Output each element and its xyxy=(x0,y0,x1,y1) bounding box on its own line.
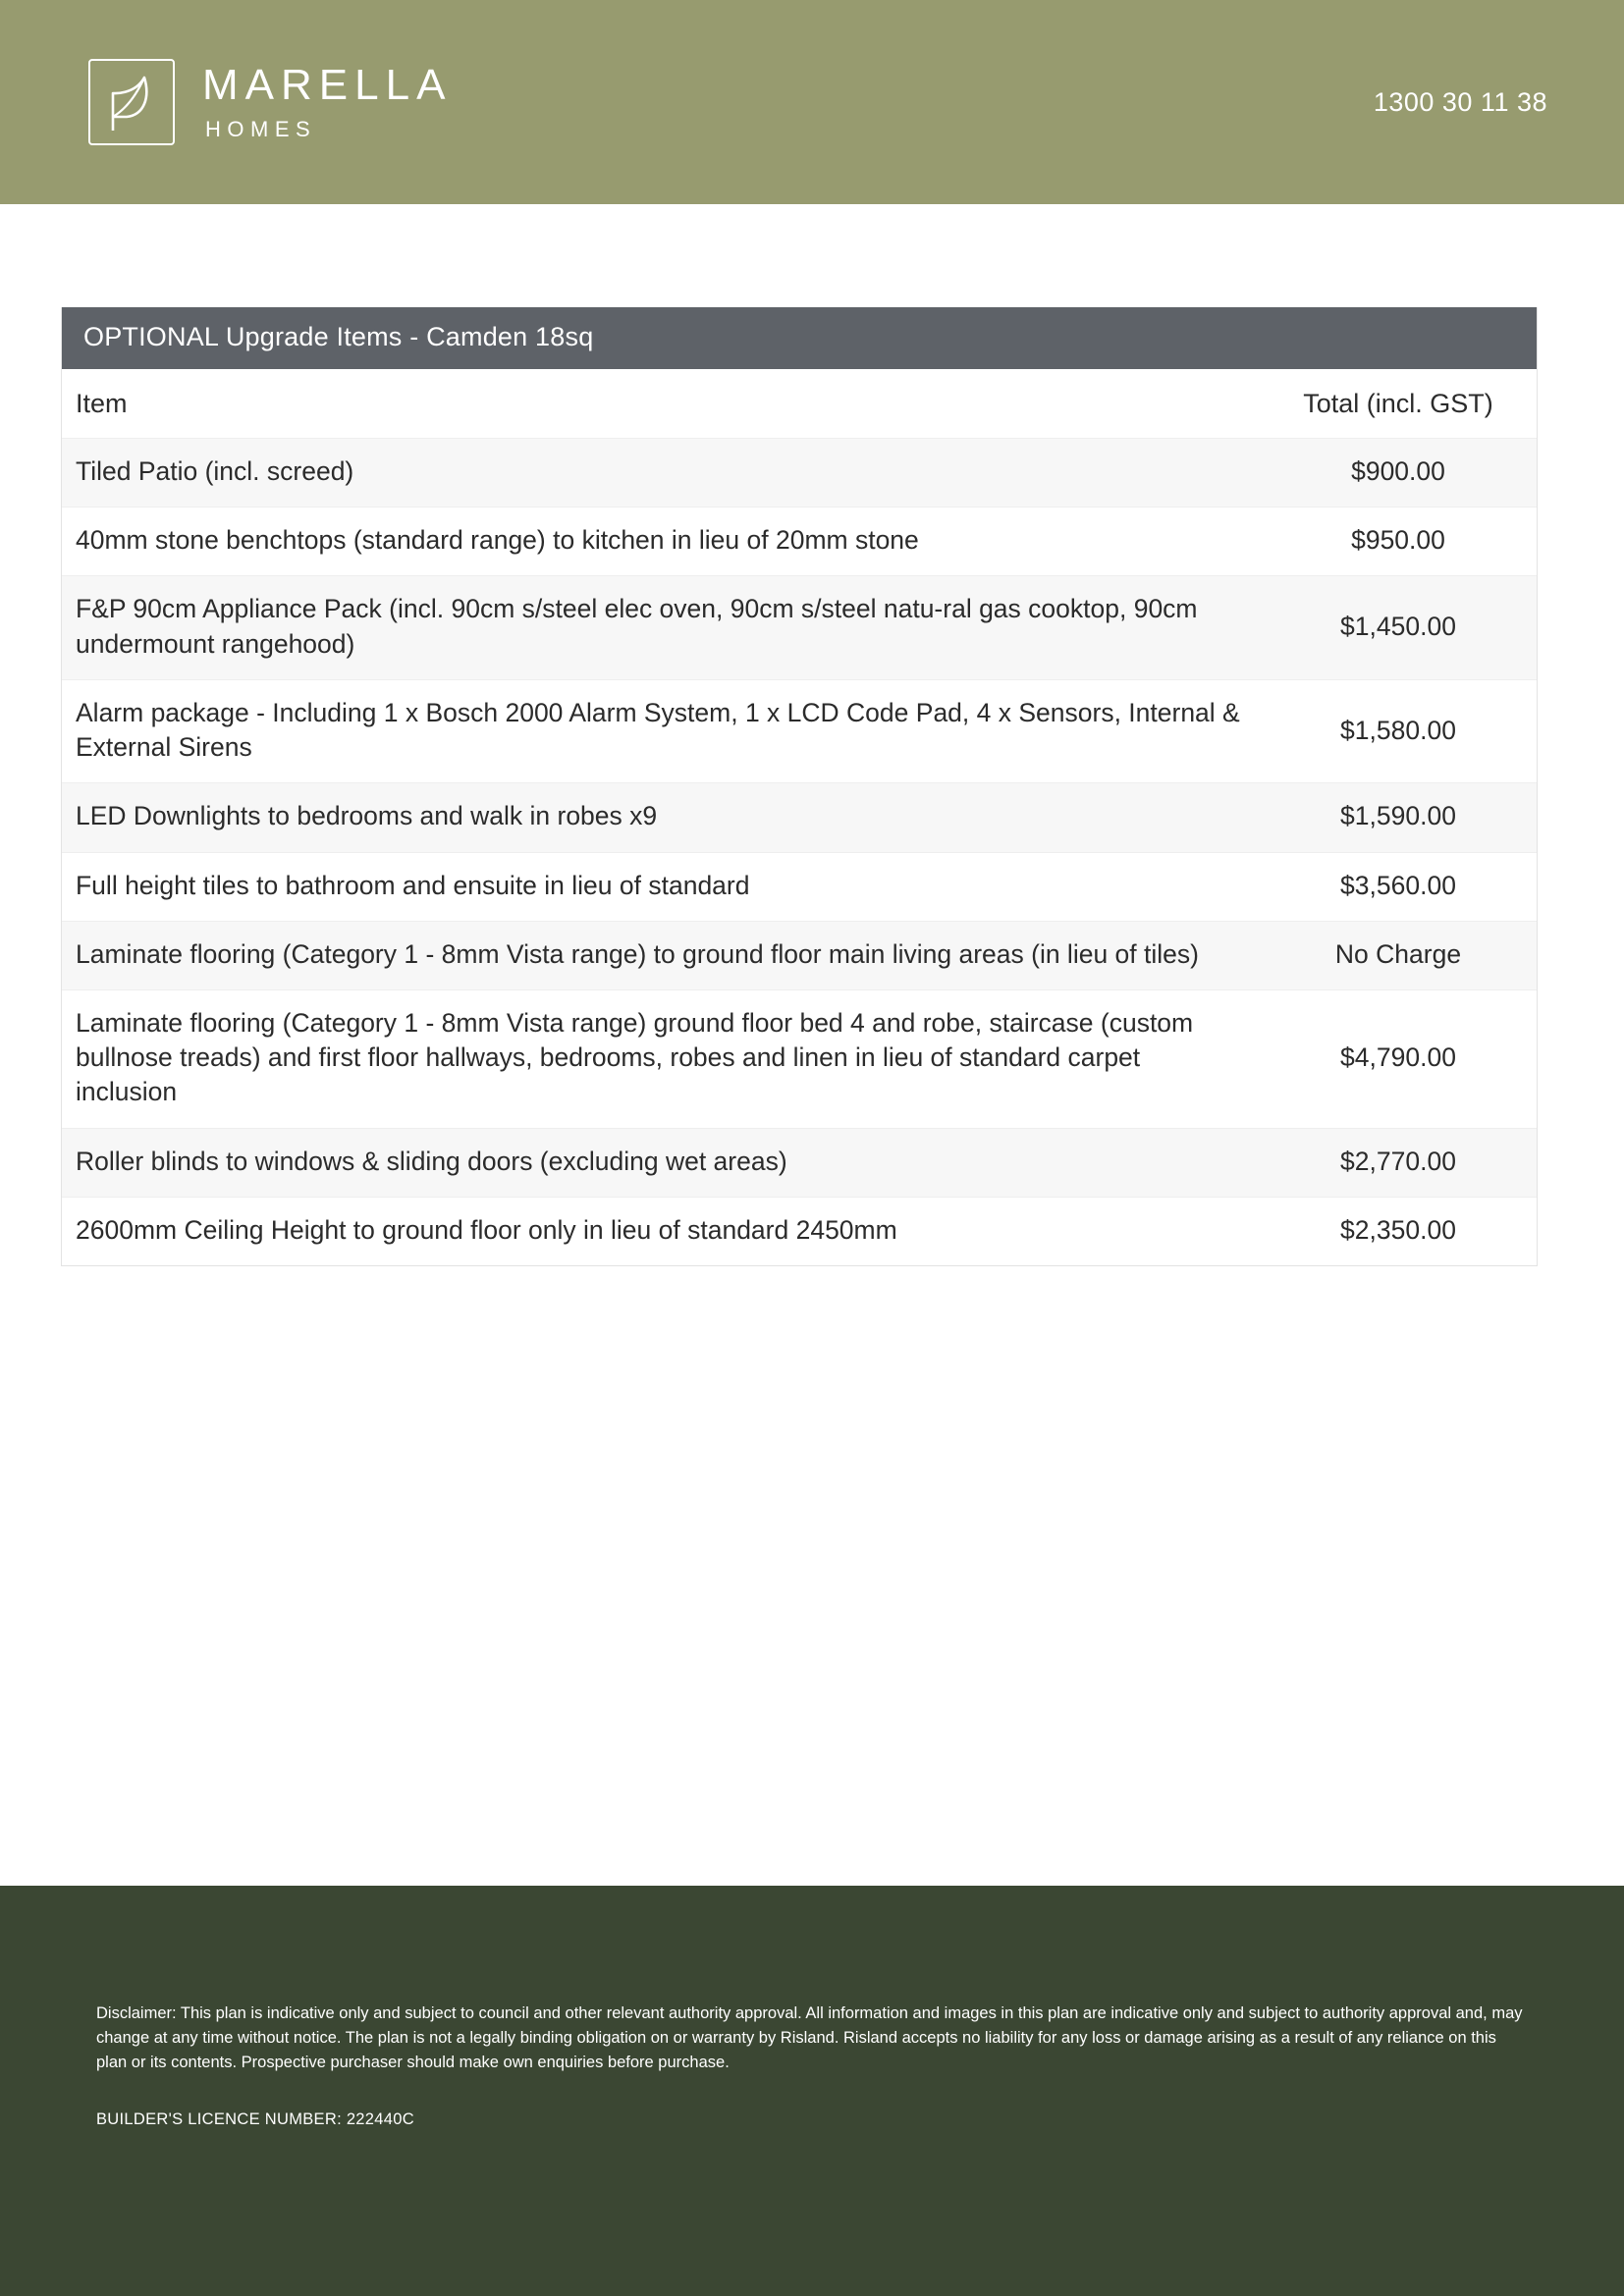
table-row xyxy=(62,783,1537,852)
row-item-label: Laminate flooring (Category 1 - 8mm Vista range) to ground floor main living areas (in lieu of tiles) xyxy=(76,938,1199,969)
row-item-label: Laminate flooring (Category 1 - 8mm Vista range) ground floor bed 4 and robe, staircase (custom bullnose treads) and first floor hallways, bedrooms, robes and linen in lieu of standard carpet inclusion xyxy=(76,1008,1194,1107)
disclaimer-text: Disclaimer: This plan is indicative only and subject to council and other relevant authority approval. All information and images in this plan are indicative only and subject to authority approval and, may change at any time without notice. The plan is not a legally binding obligation on or warranty by Risland. Risland accepts no liability for any loss or damage arising as a result of any reliance on this plan or its contents. Prospective purchaser should make own enquiries before purchase. xyxy=(96,2004,1523,2072)
table-row xyxy=(62,576,1537,679)
table-row xyxy=(62,853,1537,922)
brand-text xyxy=(202,61,453,141)
row-item-total: $2,770.00 xyxy=(1340,1146,1456,1176)
row-item-total: $900.00 xyxy=(1351,456,1445,487)
column-header-total: Total (incl. GST) xyxy=(1303,389,1493,419)
brand-subtitle: HOMES xyxy=(205,117,317,141)
upgrade-items-table xyxy=(61,307,1538,1266)
contact-phone: 1300 30 11 38 xyxy=(1373,86,1547,117)
table-title: OPTIONAL Upgrade Items - Camden 18sq xyxy=(62,307,1537,369)
builder-licence-number: BUILDER'S LICENCE NUMBER: 222440C xyxy=(96,2110,414,2129)
row-item-total: $1,590.00 xyxy=(1340,801,1456,831)
row-item-total: $950.00 xyxy=(1351,525,1445,556)
row-item-label: F&P 90cm Appliance Pack (incl. 90cm s/steel elec oven, 90cm s/steel natu-ral gas cooktop, 90cm undermount rangehood) xyxy=(76,594,1198,659)
row-item-total: $1,450.00 xyxy=(1340,612,1456,642)
table-row xyxy=(62,1129,1537,1198)
row-item-label: Alarm package - Including 1 x Bosch 2000 Alarm System, 1 x LCD Code Pad, 4 x Sensors, Internal & External Sirens xyxy=(76,697,1240,763)
table-row xyxy=(62,439,1537,507)
row-item-label: Full height tiles to bathroom and ensuite in lieu of standard xyxy=(76,870,750,900)
row-item-label: LED Downlights to bedrooms and walk in robes x9 xyxy=(76,801,658,831)
page-header xyxy=(0,0,1624,204)
row-item-label: Roller blinds to windows & sliding doors (excluding wet areas) xyxy=(76,1146,787,1176)
brand-name: MARELLA xyxy=(202,61,453,109)
row-item-total: $2,350.00 xyxy=(1340,1215,1456,1246)
document-body xyxy=(0,204,1624,1266)
table-row xyxy=(62,1198,1537,1265)
table-row xyxy=(62,507,1537,576)
brand-lockup xyxy=(88,59,452,145)
row-item-label: Tiled Patio (incl. screed) xyxy=(76,455,354,486)
leaf-icon-glyph xyxy=(105,72,158,133)
row-item-total: No Charge xyxy=(1334,938,1462,969)
column-header-item: Item xyxy=(76,389,128,418)
page-footer xyxy=(0,1886,1624,2296)
table-row xyxy=(62,922,1537,990)
row-item-total: $4,790.00 xyxy=(1340,1042,1456,1073)
table-row xyxy=(62,990,1537,1129)
leaf-icon xyxy=(88,59,175,145)
row-item-total: $1,580.00 xyxy=(1340,715,1456,745)
table-header-row xyxy=(62,369,1537,439)
row-item-total: $3,560.00 xyxy=(1340,870,1456,900)
row-item-label: 2600mm Ceiling Height to ground floor only in lieu of standard 2450mm xyxy=(76,1214,897,1245)
row-item-label: 40mm stone benchtops (standard range) to kitchen in lieu of 20mm stone xyxy=(76,525,919,556)
table-row xyxy=(62,680,1537,783)
